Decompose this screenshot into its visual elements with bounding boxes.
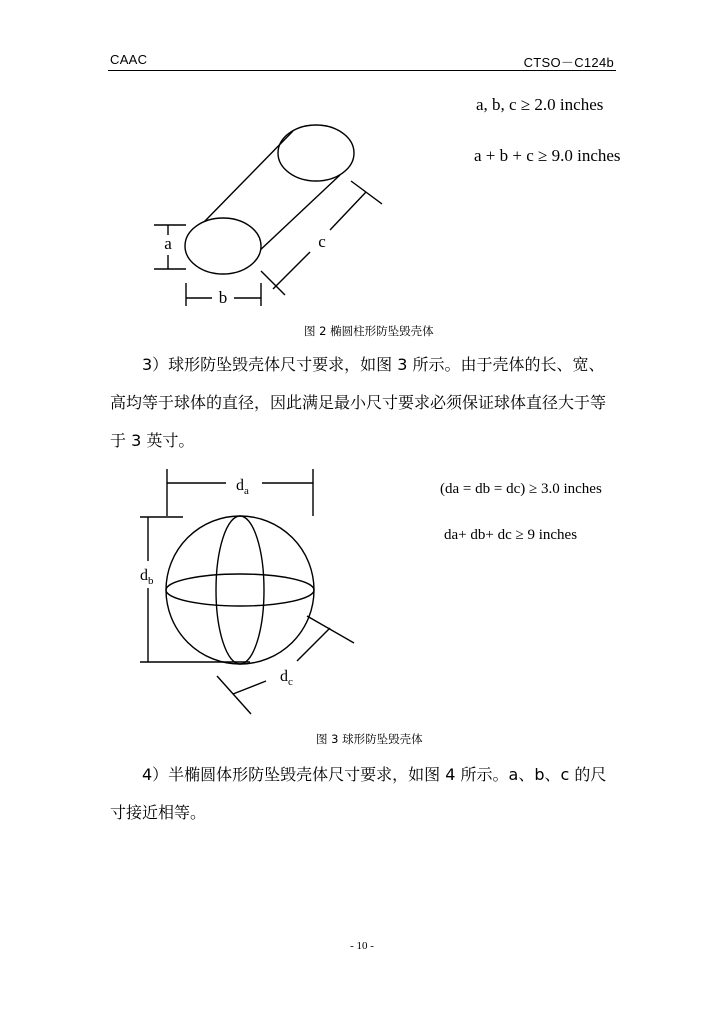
dim-dc-label: $d_c$ bbox=[280, 668, 293, 688]
dim-c-line-upper bbox=[330, 192, 366, 230]
figure-2-cylinder-diagram bbox=[140, 115, 400, 315]
dim-dc-line-upper bbox=[297, 628, 330, 661]
sphere-equator bbox=[166, 574, 314, 606]
cylinder-back-ellipse bbox=[278, 125, 354, 181]
dim-c-label: c bbox=[318, 232, 326, 251]
dim-c-top-tick bbox=[351, 181, 382, 204]
page-number: - 10 - bbox=[350, 940, 374, 952]
sphere-vertical-meridian bbox=[216, 516, 264, 664]
header-left: CAAC bbox=[110, 52, 148, 67]
figure-3-formula-1: (da = db = dc) ≥ 3.0 inches bbox=[440, 481, 602, 497]
cylinder-top-edge bbox=[204, 131, 293, 222]
sphere-outline bbox=[166, 516, 314, 664]
dim-c-line-lower bbox=[273, 252, 310, 289]
dim-c-bottom-tick bbox=[261, 271, 285, 295]
figure-3-formula-2: da+ db+ dc ≥ 9 inches bbox=[444, 527, 578, 543]
header-rule bbox=[108, 70, 616, 71]
dim-dc-line-lower bbox=[233, 681, 266, 694]
header-right: CTSO－C124b bbox=[523, 55, 614, 70]
dim-b-label: b bbox=[218, 288, 228, 307]
dim-da-label: $d_a$ bbox=[236, 477, 249, 497]
figure-2-caption: 图 2 椭圆柱形防坠毁壳体 bbox=[304, 324, 434, 338]
dim-db-label: $d_b$ bbox=[140, 567, 154, 587]
dim-a-label: a bbox=[164, 234, 172, 253]
figure-3-sphere-diagram bbox=[135, 465, 365, 720]
figure-3-caption: 图 3 球形防坠毁壳体 bbox=[316, 732, 423, 746]
paragraph-3: 3）球形防坠毁壳体尺寸要求，如图 3 所示。由于壳体的长、宽、高均等于球体的直径，因此满足最小尺寸要求必须保证球体直径大于等于 3 英寸。 bbox=[110, 355, 607, 450]
cylinder-front-ellipse bbox=[185, 218, 261, 274]
paragraph-4: 4）半椭圆体形防坠毁壳体尺寸要求，如图 4 所示。a、b、c 的尺寸接近相等。 bbox=[110, 765, 607, 822]
dim-dc-top-tick bbox=[307, 616, 354, 643]
dim-dc-bottom-tick bbox=[217, 676, 251, 714]
figure-2-formula-2: a + b + c ≥ 9.0 inches bbox=[474, 146, 621, 165]
figure-2-formula-1: a, b, c ≥ 2.0 inches bbox=[476, 95, 604, 114]
